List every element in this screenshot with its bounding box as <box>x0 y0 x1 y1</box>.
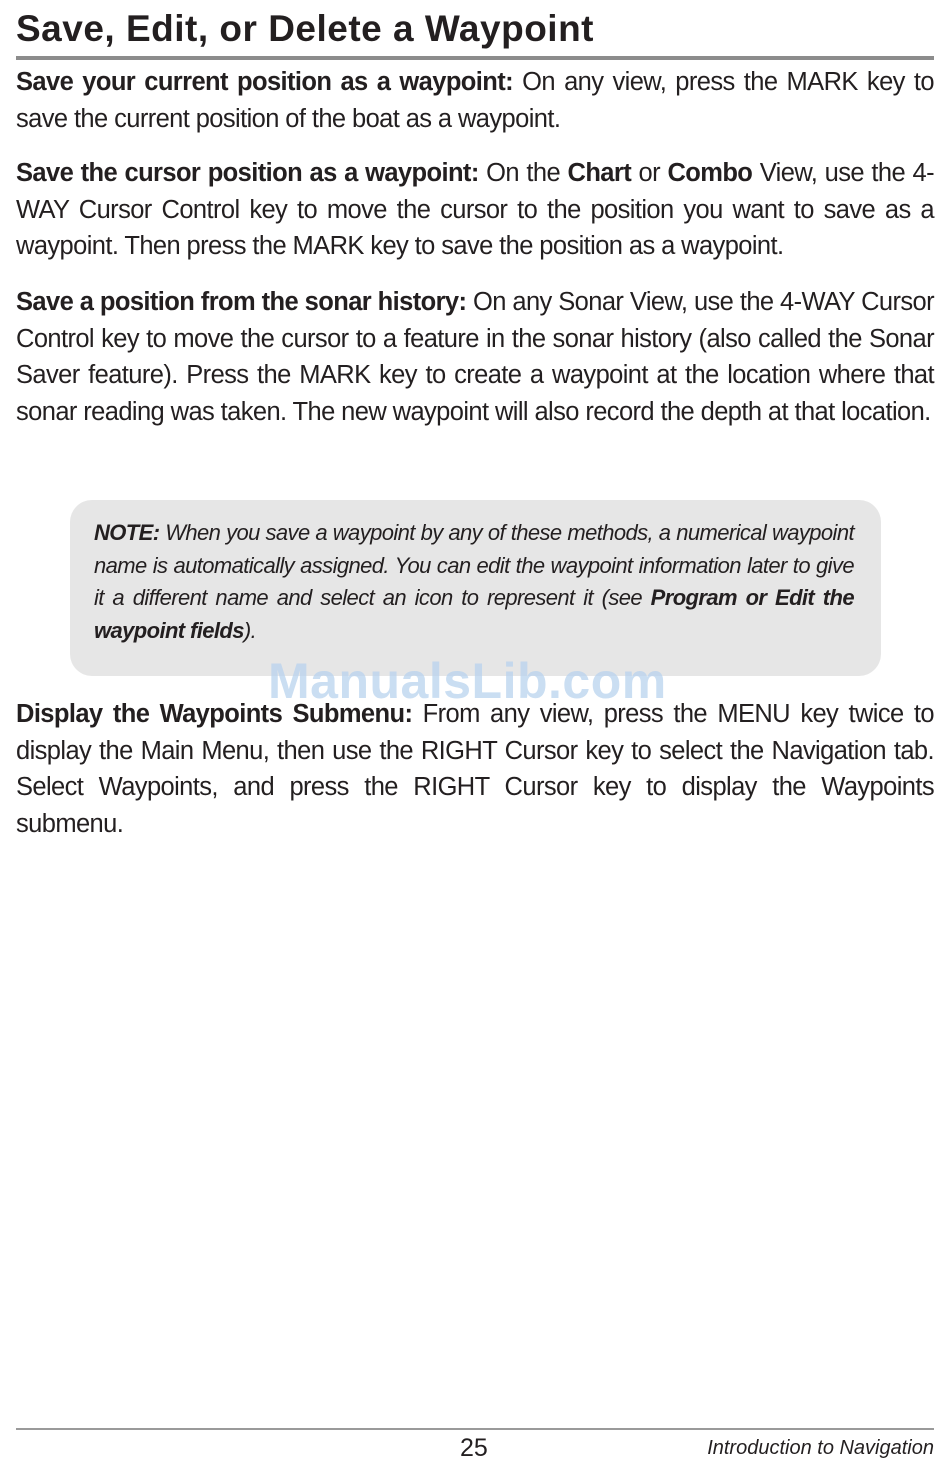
paragraph-lead: Display the Waypoints Submenu: <box>16 700 413 728</box>
footer-divider <box>16 1428 934 1430</box>
paragraph-save-current-position <box>16 64 934 137</box>
combo-view-term: Combo <box>667 159 753 187</box>
paragraph-lead: Save your current position as a waypoint: <box>16 68 514 96</box>
paragraph-save-cursor-position <box>16 155 934 265</box>
paragraph-body: On any view, press the MARK key to save the current position of the boat as a waypoint. <box>16 68 934 133</box>
note-box <box>70 500 881 676</box>
page-title: Save, Edit, or Delete a Waypoint <box>16 8 594 49</box>
paragraph-body: or <box>631 159 668 187</box>
note-reference-link[interactable]: Program or Edit the waypoint fields <box>94 585 854 643</box>
note-label: NOTE: <box>94 520 160 545</box>
paragraph-save-sonar-history <box>16 284 934 431</box>
paragraph-display-waypoints-submenu <box>16 696 934 843</box>
chart-view-term: Chart <box>567 159 632 187</box>
paragraph-body: View, use the 4-WAY Cursor Control key to move the cursor to the position you want to save as a waypoint. Then press the MARK key to save the position as a waypoint. <box>16 159 934 261</box>
note-end: ). <box>243 617 257 643</box>
footer-section-name: Introduction to Navigation <box>707 1437 934 1459</box>
title-divider <box>16 56 934 60</box>
paragraph-body: From any view, press the MENU key twice to display the Main Menu, then use the RIGHT Cursor key to select the Navigation tab. Select Waypoints, and press the RIGHT Cursor key to display the Waypoints submenu. <box>16 700 934 839</box>
paragraph-body: On the <box>478 159 568 187</box>
paragraph-lead: Save a position from the sonar history: <box>16 288 467 316</box>
paragraph-body: On any Sonar View, use the 4-WAY Cursor Control key to move the cursor to a feature in the sonar history (also called the Sonar Saver feature). Press the MARK key to create a waypoint at the location where that sonar reading was taken. The new waypoint will also record the depth at that location. <box>16 288 934 427</box>
paragraph-lead: Save the cursor position as a waypoint: <box>16 159 479 187</box>
note-text <box>94 517 854 647</box>
watermark: ManualsLib.com <box>268 653 667 709</box>
note-body: When you save a waypoint by any of these methods, a numerical waypoint name is automatically assigned. You can edit the waypoint information later to give it a different name and select an icon to represent it (see <box>94 520 854 611</box>
page-number: 25 <box>460 1434 488 1462</box>
